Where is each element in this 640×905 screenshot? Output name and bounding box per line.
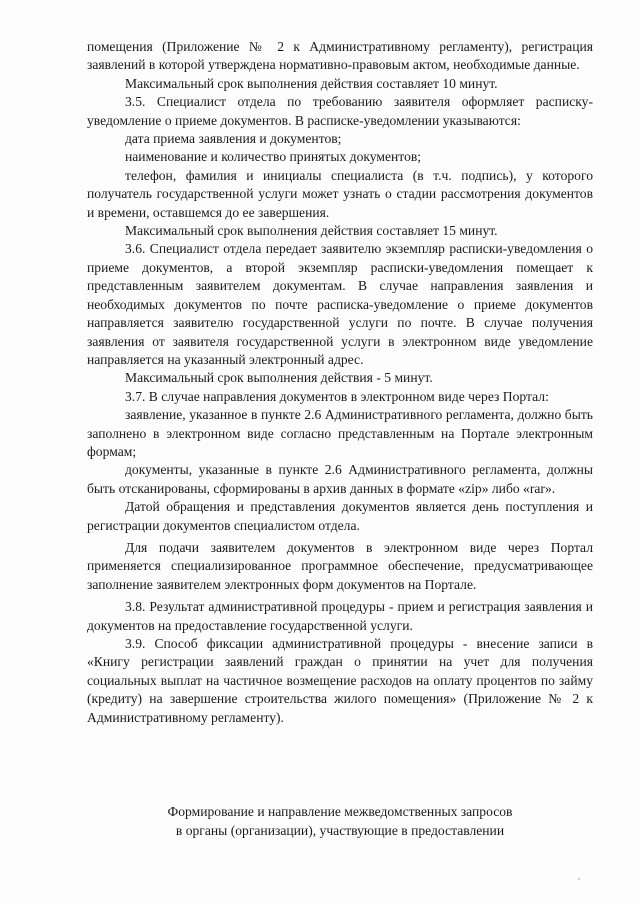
paragraph-max-time-15: Максимальный срок выполнения действия составляет 15 минут. xyxy=(125,223,498,239)
section-heading-line-1: Формирование и направление межведомственных запросов xyxy=(167,804,513,819)
paragraph-3-8: 3.8. Результат административной процедуры - прием и регистрация заявления и документов на предоставление государственной услуги. xyxy=(87,599,593,633)
list-item-date: дата приема заявления и документов; xyxy=(125,131,342,147)
list-item-documents: наименование и количество принятых документов; xyxy=(125,149,422,165)
paragraph-3-7: 3.7. В случае направления документов в электронном виде через Портал: xyxy=(125,388,549,404)
paragraph-3-9: 3.9. Способ фиксации административной процедуры - внесение записи в «Книгу регистрации заявлений граждан о принятии на учет для получения социальных выплат на частичное возмещение расходов на оплату процентов по займу (кредиту) на завершение строительства жилого помещения» (Приложение № 2 к Административному регламенту). xyxy=(87,636,593,725)
list-item-scans: документы, указанные в пункте 2.6 Административного регламента, должны быть отсканированы, сформированы в архив данных в формате «zip» либо «rar». xyxy=(87,462,593,496)
paragraph-3-6: 3.6. Специалист отдела передает заявителю экземпляр расписки-уведомления о приеме документов, а второй экземпляр расписки-уведомления помещает к представленным заявителем документам. В случае направления заявления и необходимых документов по почте расписка-уведомление о приеме документов направляется заявителю государственной услуги по почте. В случае получения заявления от заявителя государственной услуги в электронном виде уведомление направляется на указанный электронный адрес. xyxy=(87,241,593,367)
list-item-specialist: телефон, фамилия и инициалы специалиста (в т.ч. подпись), у которого получатель государственной услуги может узнать о стадии рассмотрения документов и времени, оставшемся до ее завершения. xyxy=(87,167,593,220)
paragraph-date-of-request: Датой обращения и представления документов является день поступления и регистрации документов специалистом отдела. xyxy=(87,499,593,533)
document-body xyxy=(87,38,593,727)
paragraph-continuation: помещения (Приложение № 2 к Административному регламенту), регистрация заявлений в которой утверждена нормативно-правовым актом, необходимые данные. xyxy=(87,39,593,73)
section-heading xyxy=(87,803,593,840)
paragraph-portal-software: Для подачи заявителем документов в электронном виде через Портал применяется специализированное программное обеспечение, предусматривающее заполнение заявителем электронных форм документов на Портале. xyxy=(87,539,593,592)
paragraph-3-5: 3.5. Специалист отдела по требованию заявителя оформляет расписку-уведомление о приеме документов. В расписке-уведомлении указываются: xyxy=(87,94,593,128)
section-heading-line-2: в органы (организации), участвующие в предоставлении xyxy=(175,822,505,838)
paragraph-max-time-5: Максимальный срок выполнения действия - 5 минут. xyxy=(125,370,433,386)
list-item-application: заявление, указанное в пункте 2.6 Административного регламента, должно быть заполнено в электронном виде согласно представленным на Портале электронным формам; xyxy=(87,407,593,459)
paragraph-max-time-10: Максимальный срок выполнения действия составляет 10 минут. xyxy=(125,75,498,91)
scan-artifact-dot xyxy=(578,878,580,880)
